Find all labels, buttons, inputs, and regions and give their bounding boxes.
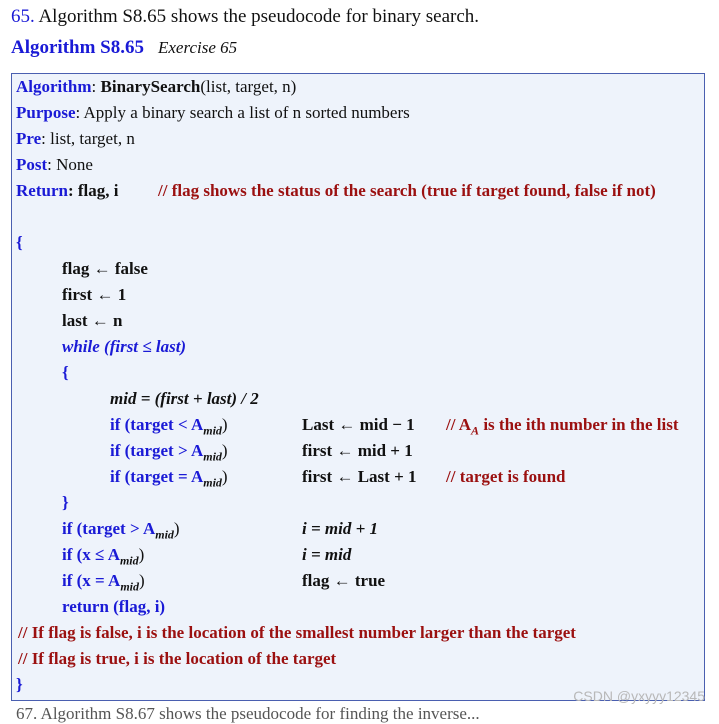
return-label: Return [16,181,68,200]
return-statement: return (flag, i) [62,597,166,616]
pre-label: Pre [16,129,42,148]
if-x-le-cond: if (x ≤ A [62,545,120,564]
if-x-le-line: if $(x \le A_{mid})$ [62,545,145,568]
comment-flag-false: // If flag is false, i is the location of the smallest number larger than the target [18,623,576,642]
if-less-comment [446,415,679,440]
exercise-label: Exercise 65 [158,38,238,57]
return-text: : flag, i [67,181,119,200]
algorithm-name: BinarySearch [100,77,201,96]
last-init-line: last ← n [62,311,123,330]
comment-sub: A [471,423,480,438]
algorithm-line: Algorithm: BinarySearch(list, target, n) [16,77,297,96]
next-problem-cut: 67. Algorithm S8.67 shows the pseudocode for finding the inverse... [16,704,480,723]
if-greater-line: if (target > $A_{mid}$) [110,441,228,464]
if-less-sub: mid [203,423,222,438]
watermark: CSDN @yxyyy12345 [573,688,705,704]
return-line [16,181,118,201]
if-greater-cond: if (target > A [110,441,204,460]
comment-flag-true: // If flag is true, i is the location of the target [18,649,337,668]
if-less-action: Last ← mid − 1 [302,415,415,434]
if-less-line: if (target < $A_{mid}$) [110,415,228,438]
if-target-greater-action: i = mid + 1 [302,519,379,538]
if-greater-action: first ← mid + 1 [302,441,413,460]
pseudocode-box [11,73,705,701]
if-x-le-sub: mid [119,553,139,568]
post-text: : None [47,155,93,174]
if-target-greater-line: if (target > $A_{mid}$) [62,519,180,542]
close-brace: } [16,675,23,694]
if-less-cond: if (target < A [110,415,204,434]
if-equal-comment: // target is found [446,467,566,486]
pre-text: : list, target, n [41,129,135,148]
if-x-eq-cond: if (x = A [62,571,121,590]
problem-header [11,6,479,28]
if-x-eq-sub: mid [120,579,139,594]
algorithm-title: Algorithm S8.65 [11,37,144,58]
open-brace: { [16,233,23,252]
while-line: while (first ≤ last) [62,337,187,356]
algorithm-params: (list, target, n) [200,77,297,96]
problem-number: 65. [11,6,35,27]
flag-init-line: flag ← false [62,259,148,278]
purpose-line [16,103,410,123]
if-equal-action: first ← Last + 1 [302,467,417,486]
if-equal-cond: if (target = A [110,467,204,486]
if-equal-sub: mid [203,475,222,490]
inner-open-brace: { [62,363,69,382]
if-x-eq-line: if $(x = A_{mid})$ [62,571,145,594]
comment-rest: is the ith number in the list [479,415,679,434]
pre-line [16,129,135,149]
algorithm-heading [11,37,237,59]
if-x-eq-action: flag ← true [302,571,386,590]
if-equal-line: if (target = $A_{mid}$) [110,467,228,490]
mid-line: mid = (first + last) / 2 [110,389,259,408]
problem-text: Algorithm S8.65 shows the pseudocode for binary search. [38,6,480,27]
if-target-greater-sub: mid [155,527,174,542]
purpose-label: Purpose [16,103,76,122]
purpose-text: : Apply a binary search a list of n sorted numbers [75,103,410,122]
algorithm-label: Algorithm [16,77,92,96]
if-x-le-action: i = mid [302,545,352,564]
return-comment: // flag shows the status of the search (true if target found, false if not) [158,181,656,200]
comment-prefix: // A [446,415,472,434]
first-init-line: first ← 1 [62,285,127,304]
post-label: Post [16,155,48,174]
if-greater-sub: mid [203,449,222,464]
inner-close-brace: } [62,493,69,512]
post-line [16,155,93,175]
if-target-greater-cond: if (target > A [62,519,156,538]
